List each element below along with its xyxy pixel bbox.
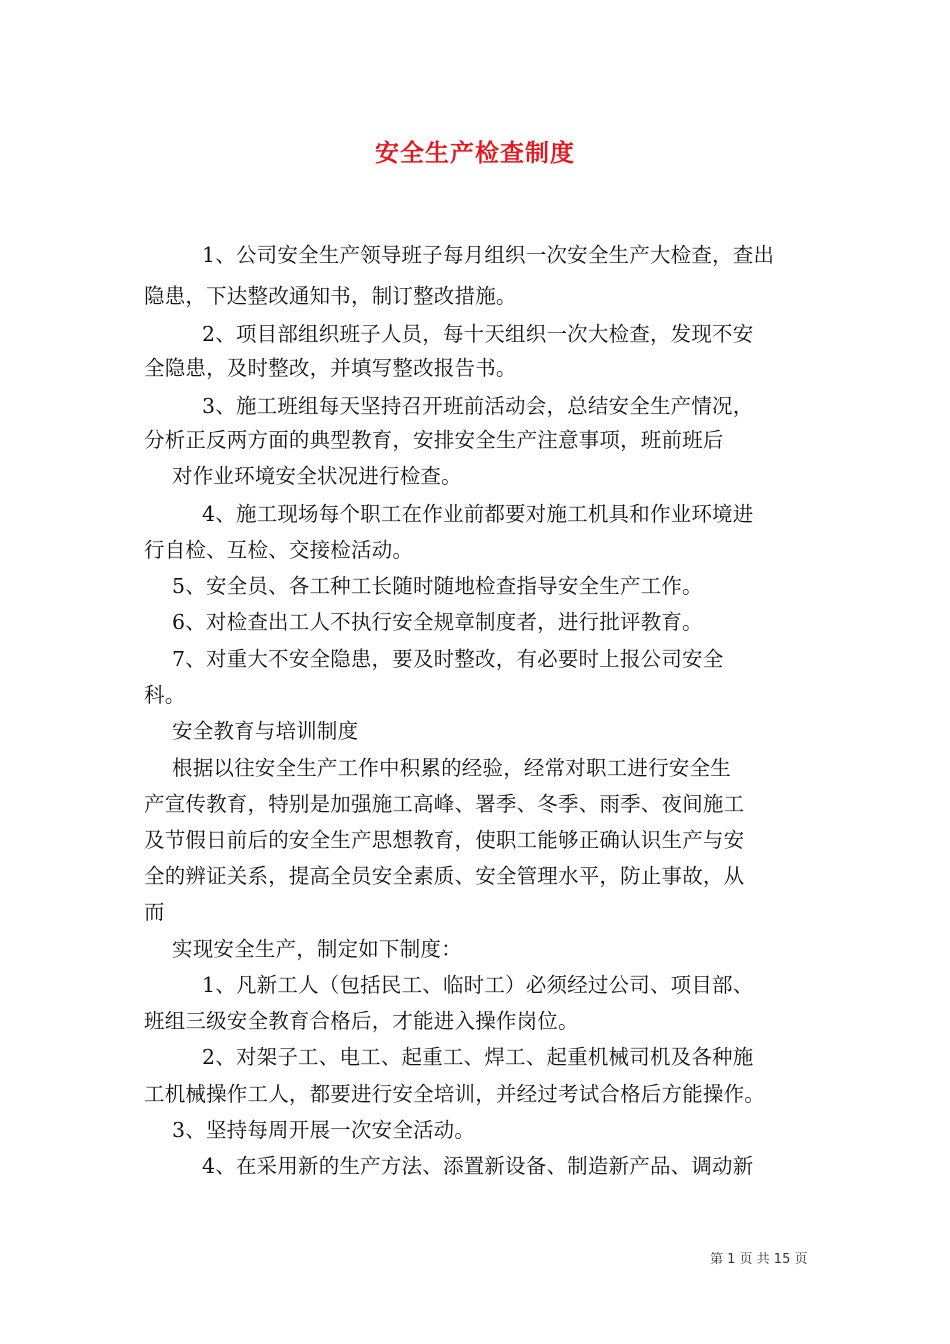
paragraph-line: 产宣传教育，特别是加强施工高峰、署季、冬季、雨季、夜间施工 — [144, 792, 745, 816]
paragraph-line: 2、项目部组织班子人员，每十天组织一次大检查，发现不安 — [202, 322, 754, 346]
section-heading: 安全教育与培训制度 — [172, 719, 359, 743]
paragraph-line: 4、施工现场每个职工在作业前都要对施工机具和作业环境进 — [202, 502, 754, 526]
paragraph-line: 实现安全生产，制定如下制度： — [172, 937, 462, 961]
paragraph-line: 而 — [144, 900, 165, 924]
paragraph-line: 分析正反两方面的典型教育，安排安全生产注意事项，班前班后 — [144, 428, 724, 452]
paragraph-line: 6、对检查出工人不执行安全规章制度者，进行批评教育。 — [172, 610, 703, 634]
paragraph-line: 3、坚持每周开展一次安全活动。 — [172, 1118, 476, 1142]
paragraph-line: 科。 — [144, 683, 186, 707]
page-number: 第 1 页 共 15 页 — [710, 1252, 808, 1267]
paragraph-line: 及节假日前后的安全生产思想教育，使职工能够正确认识生产与安 — [144, 828, 745, 852]
paragraph-line: 7、对重大不安全隐患，要及时整改，有必要时上报公司安全 — [172, 647, 724, 671]
paragraph-line: 3、施工班组每天坚持召开班前活动会，总结安全生产情况， — [202, 394, 754, 418]
paragraph-line: 5、安全员、各工种工长随时随地检查指导安全生产工作。 — [172, 574, 703, 598]
paragraph-line: 隐患，下达整改通知书，制订整改措施。 — [144, 284, 517, 308]
paragraph-line: 4、在采用新的生产方法、添置新设备、制造新产品、调动新 — [202, 1154, 754, 1178]
paragraph-line: 全隐患，及时整改，并填写整改报告书。 — [144, 356, 517, 380]
document-title: 安全生产检查制度 — [375, 139, 575, 167]
paragraph-line: 行自检、互检、交接检活动。 — [144, 538, 414, 562]
paragraph-line: 全的辨证关系，提高全员安全素质、安全管理水平，防止事故，从 — [144, 864, 745, 888]
paragraph-line: 对作业环境安全状况进行检查。 — [172, 464, 462, 488]
paragraph-line: 班组三级安全教育合格后，才能进入操作岗位。 — [144, 1009, 579, 1033]
paragraph-line: 1、凡新工人（包括民工、临时工）必须经过公司、项目部、 — [202, 973, 754, 997]
paragraph-line: 根据以往安全生产工作中积累的经验，经常对职工进行安全生 — [172, 756, 731, 780]
paragraph-line: 1、公司安全生产领导班子每月组织一次安全生产大检查，查出 — [202, 243, 775, 267]
paragraph-line: 2、对架子工、电工、起重工、焊工、起重机械司机及各种施 — [202, 1045, 754, 1069]
paragraph-line: 工机械操作工人，都要进行安全培训，并经过考试合格后方能操作。 — [144, 1082, 765, 1106]
